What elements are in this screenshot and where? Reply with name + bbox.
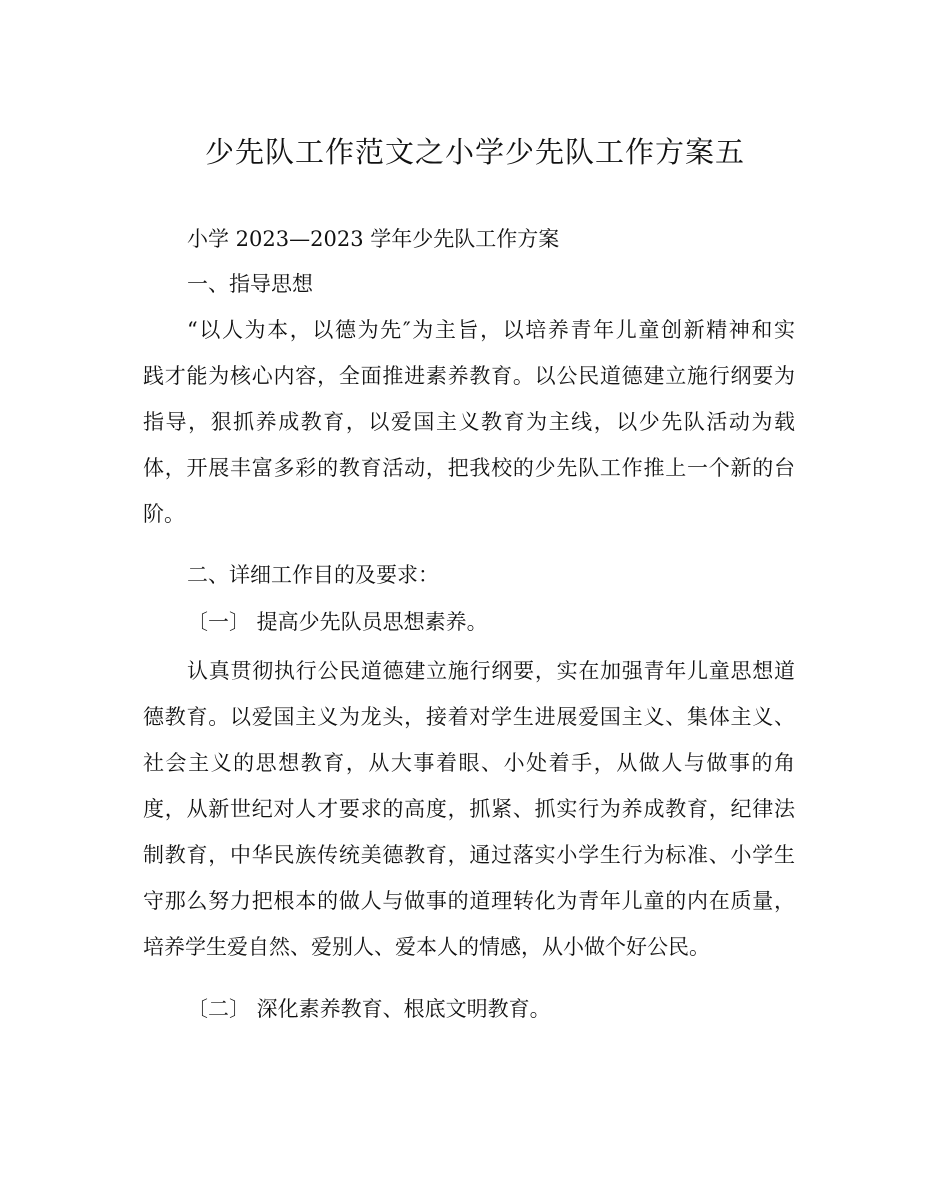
paragraph-line: 阶。	[143, 502, 185, 526]
paragraph-line: 制教育，中华民族传统美德教育，通过落实小学生行为标准、小学生	[143, 843, 795, 867]
subsection-heading-1: 〔一〕 提高少先队员思想素养。	[187, 610, 488, 634]
plan-subtitle: 小学 2023—2023 学年少先队工作方案	[187, 227, 560, 251]
paragraph-line: 德教育。以爱国主义为龙头，接着对学生进展爱国主义、集体主义、	[143, 705, 795, 729]
paragraph-line: 体，开展丰富多彩的教育活动，把我校的少先队工作推上一个新的台	[143, 456, 795, 480]
paragraph-line: 培养学生爱自然、爱别人、爱本人的情感，从小做个好公民。	[143, 935, 710, 959]
paragraph-line: “以人为本，以德为先″为主旨，以培养青年儿童创新精神和实	[187, 318, 795, 342]
subsection-heading-2: 〔二〕 深化素养教育、根底文明教育。	[187, 997, 551, 1021]
paragraph-line: 认真贯彻执行公民道德建立施行纲要，实在加强青年儿童思想道	[187, 659, 795, 683]
paragraph-line: 度，从新世纪对人才要求的高度，抓紧、抓实行为养成教育，纪律法	[143, 797, 795, 821]
section-heading-goals: 二、详细工作目的及要求：	[187, 563, 439, 587]
paragraph-line: 社会主义的思想教育，从大事着眼、小处着手，从做人与做事的角	[143, 751, 795, 775]
paragraph-line: 践才能为核心内容，全面推进素养教育。以公民道德建立施行纲要为	[143, 364, 795, 388]
document-title: 少先队工作范文之小学少先队工作方案五	[204, 135, 745, 169]
paragraph-line: 指导，狠抓养成教育，以爱国主义教育为主线，以少先队活动为载	[143, 410, 795, 434]
section-heading-guiding-ideology: 一、指导思想	[187, 272, 313, 296]
paragraph-line: 守那么努力把根本的做人与做事的道理转化为青年儿童的内在质量，	[143, 889, 795, 913]
